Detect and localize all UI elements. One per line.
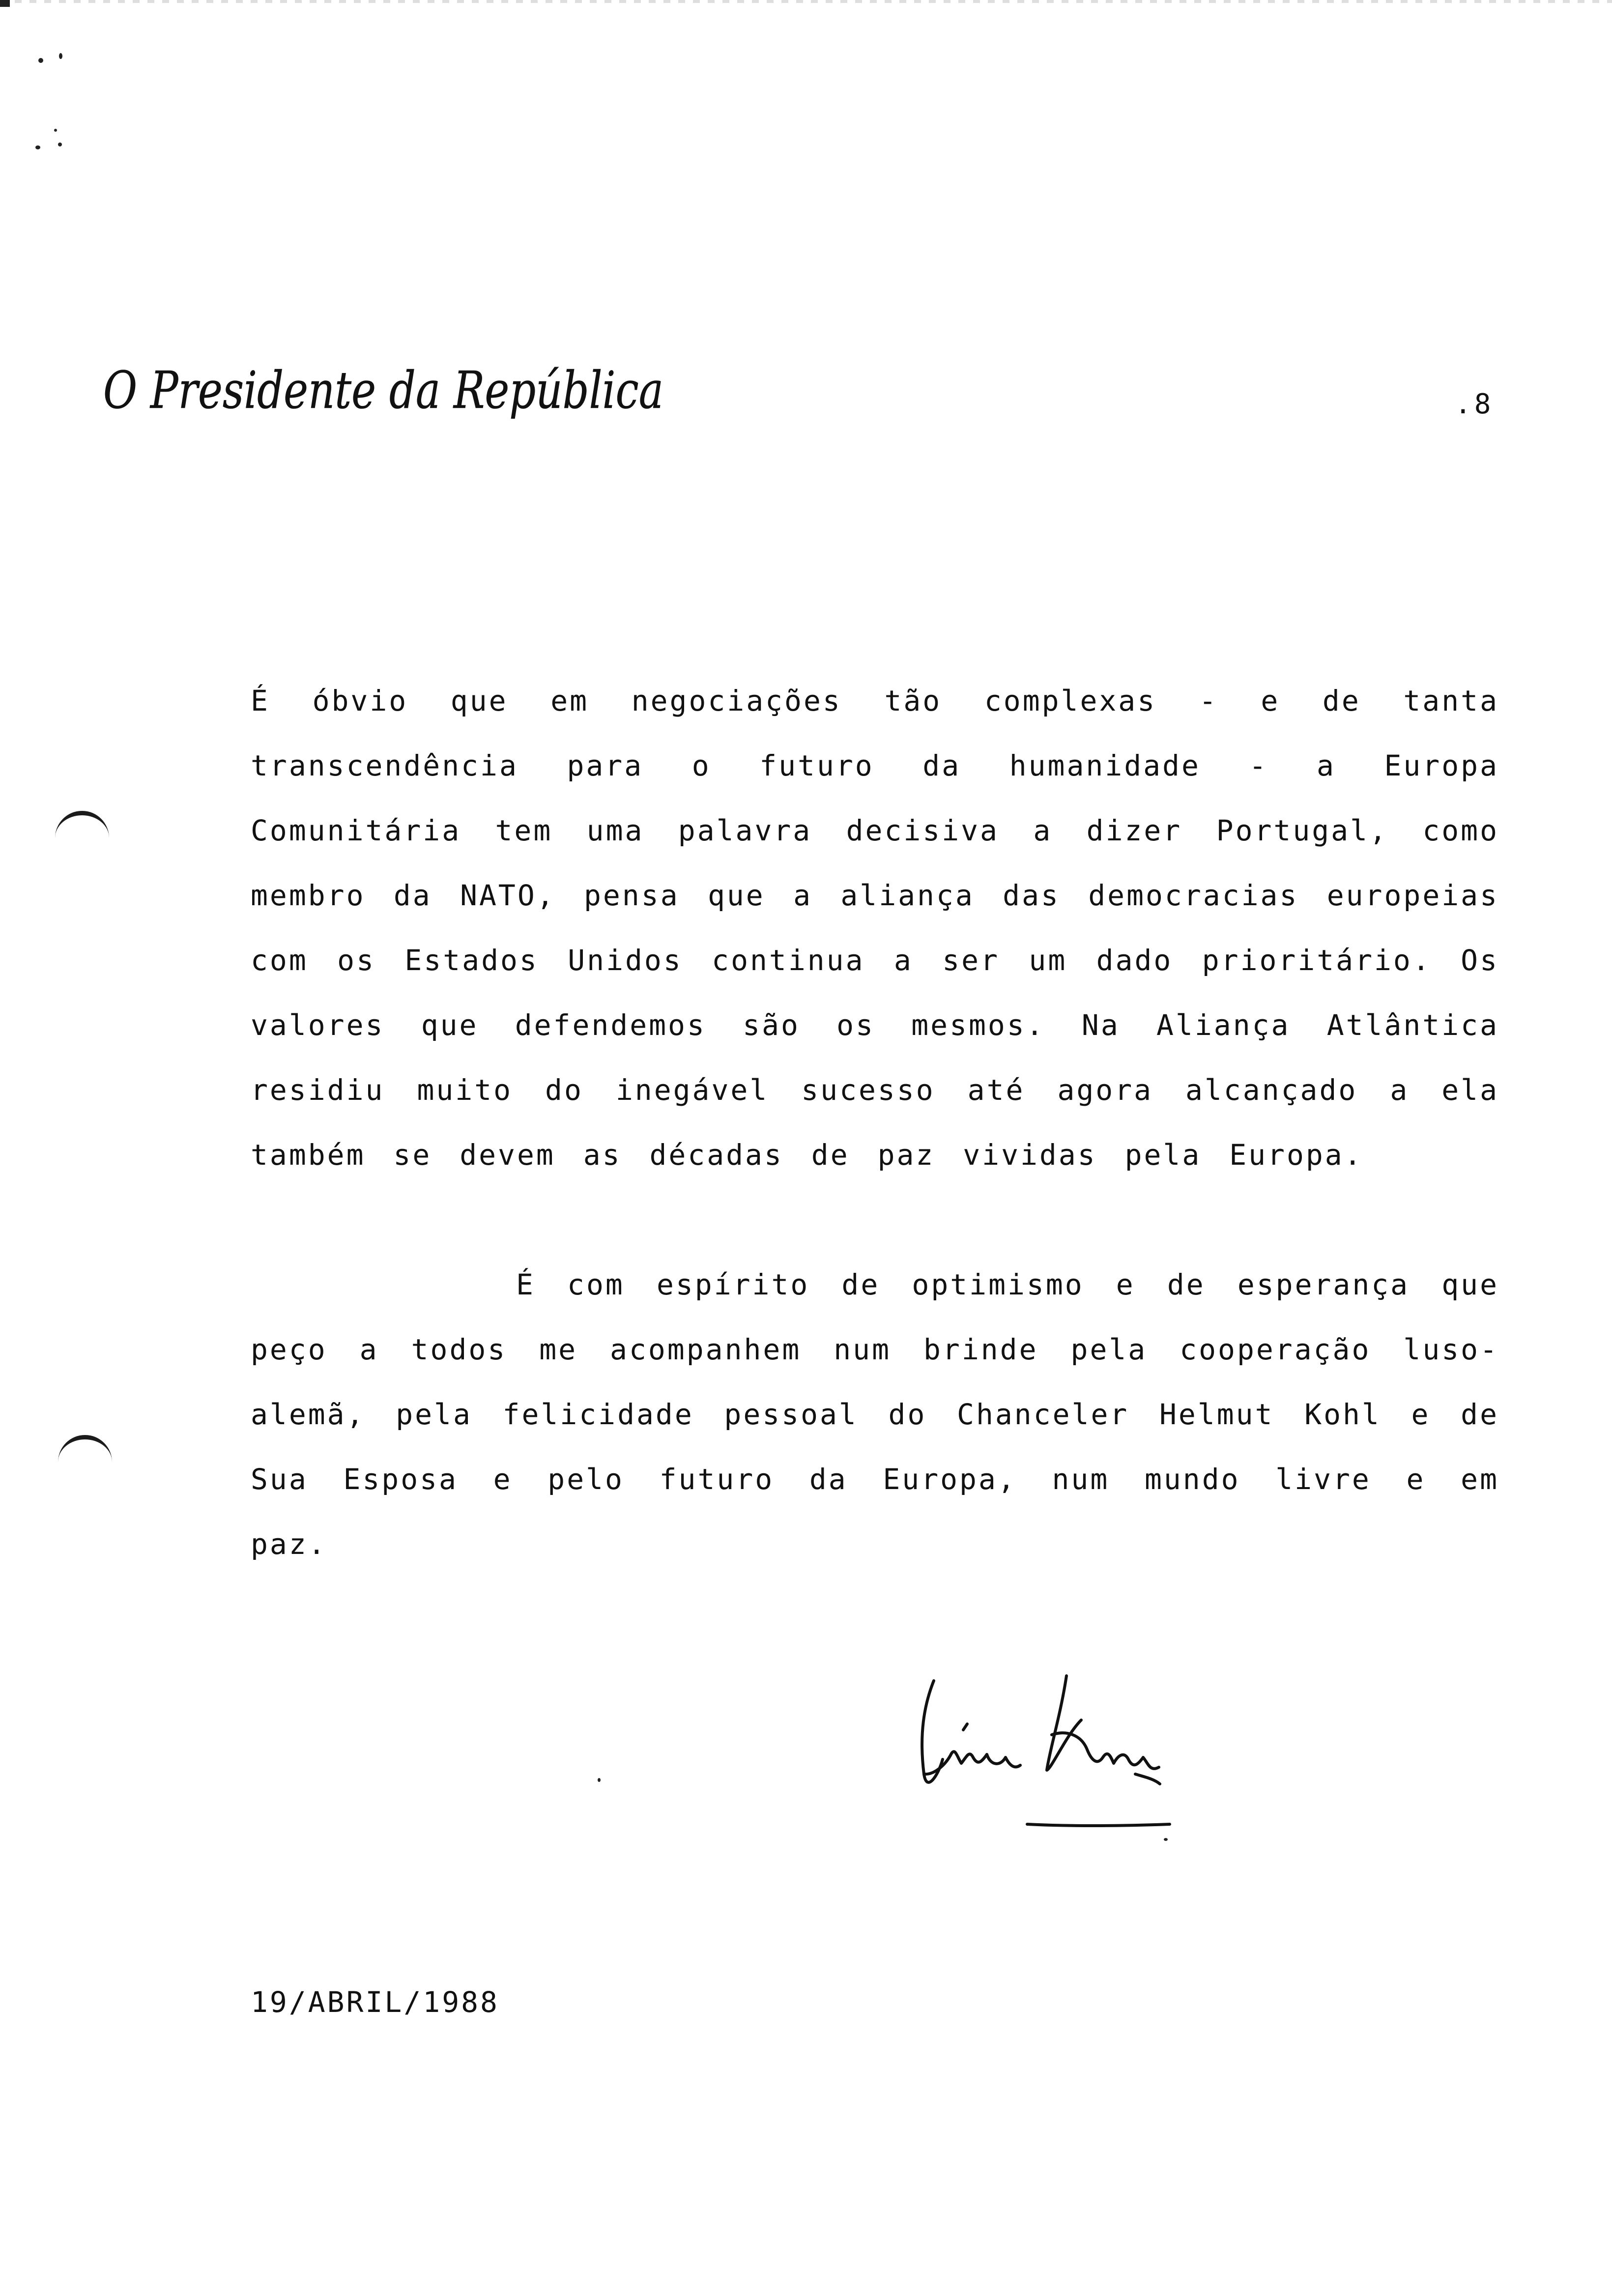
scan-speck (54, 129, 57, 132)
scan-artifact-top (0, 0, 1612, 3)
scan-speck (35, 145, 40, 149)
scan-speck (59, 53, 62, 59)
scan-speck (58, 143, 62, 146)
signature (904, 1661, 1209, 1867)
letterhead-title: O Presidente da República (103, 360, 663, 420)
punch-hole-bottom (58, 1435, 112, 1464)
paragraph-2: É com espírito de optimismo e de esperança que peço a todos me acompanhem num brinde pela cooperação luso-alemã, pela felicidade pessoal do Chanceler Helmut Kohl e de Sua Esposa e pelo futuro da Europa, num mundo livre e em paz. (251, 1268, 1499, 1561)
scan-artifact-corner (0, 0, 10, 7)
scan-speck (38, 58, 43, 63)
document-date: 19/ABRIL/1988 (251, 1985, 499, 2019)
handwritten-signature (904, 1661, 1209, 1867)
punch-hole-top (55, 811, 109, 840)
letterhead-script (98, 344, 688, 442)
page-number: .8 (1455, 388, 1494, 420)
signature-text: Mário Soares (904, 1661, 908, 1662)
letter-body (251, 668, 1499, 1577)
scan-speck (598, 1778, 601, 1782)
letterhead (98, 344, 688, 442)
paragraph-1: É óbvio que em negociações tão complexas - e de tanta transcendência para o futuro da humanidade - a Europa Comunitária tem uma palavra decisiva a dizer Portugal, como membro da NATO, pensa que a aliança das democracias europeias com os Estados Unidos continua a ser um dado prioritário. Os valores que defendemos são os mesmos. Na Aliança Atlântica residiu muito do inegável sucesso até agora alcançado a ela também se devem as décadas de paz vividas pela Europa. (251, 684, 1499, 1172)
